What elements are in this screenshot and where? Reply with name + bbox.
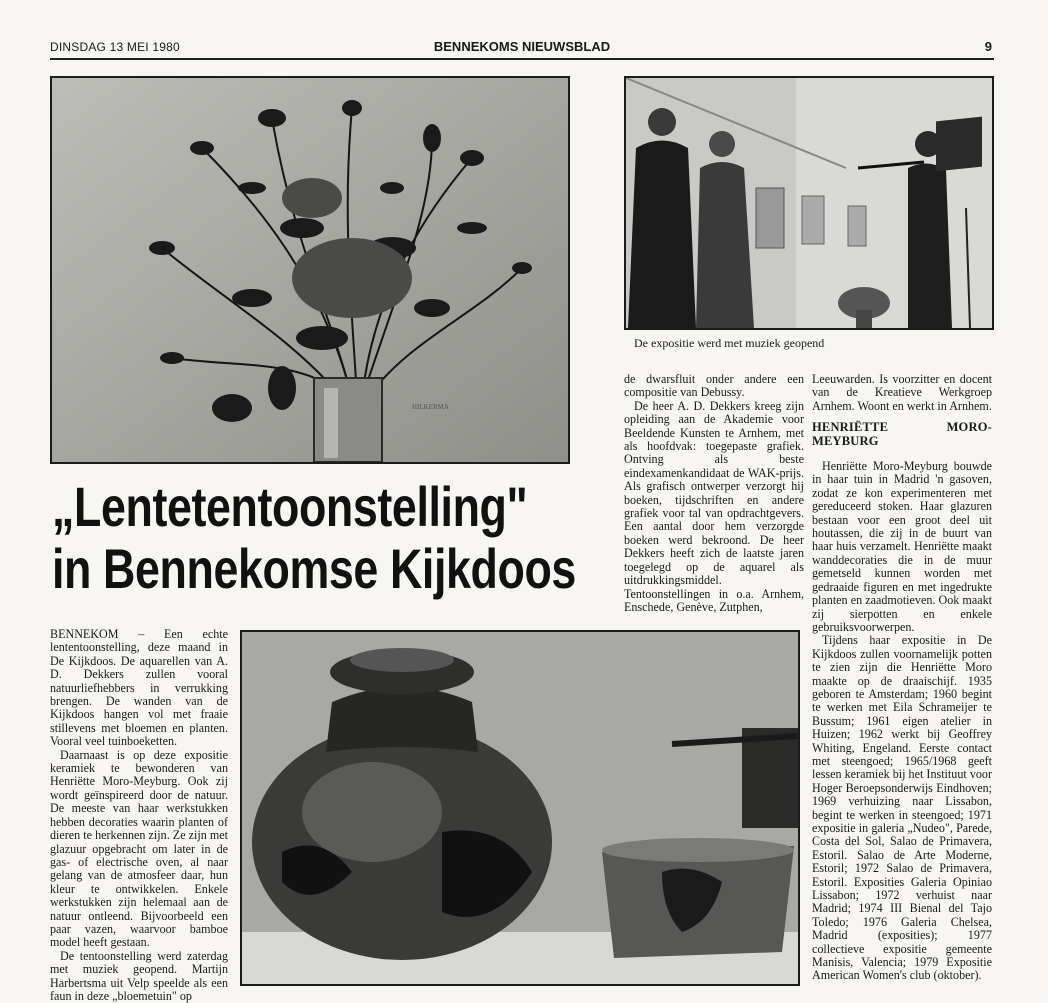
article-column-3 xyxy=(812,373,992,983)
paragraph-flute: de dwarsfluit onder andere een compositie van Debussy. xyxy=(624,372,804,400)
paragraph-ceramics: Daarnaast is op deze expositie keramiek te bewonderen van Henriëtte Moro-Meyburg. Ook zij wordt geïnspireerd door de natuur. De meeste van haar werkstukken hebben decoraties waarin planten of dieren te herkennen zijn. Ze zijn met glazuur opgebracht om later in de gas- of electrische oven, al naar gelang van de atmosfeer daar, hun kleur te ontwikkelen. Enkele werkstukken zijn helemaal aan de natuur ontleend. Bijvoorbeeld een paar vazen, waarvoor bamboe model heeft gestaan. xyxy=(50,747,228,950)
article-column-2 xyxy=(624,373,804,614)
paragraph-dekkers: De heer A. D. Dekkers kreeg zijn opleiding aan de Akademie voor Beeldende Kunsten te Arnhem, met als hoofdvak: toegepaste grafiek. Ontving als beste eindexamenkandidaat de WAK-prijs. Als grafisch ontwerper verzorgt hij boeken, tijdschriften en andere grafiek voor tal van opdrachtgevers. Een aantal door hem verzorgde boeken werd bekroond. De heer Dekkers heeft zich de laatste jaren toegelegd op de aquarel als uitdrukkingsmiddel. Tentoonstellingen in o.a. Arnhem, Enschede, Genève, Zutphen, xyxy=(624,398,804,614)
issue-date: DINSDAG 13 MEI 1980 xyxy=(50,40,180,54)
exhibition-opening-photo xyxy=(624,76,994,330)
section-subhead: HENRIËTTE MORO-MEYBURG xyxy=(812,420,992,448)
page-number: 9 xyxy=(984,39,992,54)
painting-signature: HILKERMA xyxy=(412,403,449,411)
article-column-1 xyxy=(50,628,228,1003)
ceramics-photo xyxy=(240,630,800,986)
headline-line-2: in Bennekomse Kijkdoos xyxy=(52,537,576,600)
headline-line-1: „Lentetentoonstelling" xyxy=(52,475,528,538)
paragraph-intro: BENNEKOM – Een echte lententoonstelling, deze maand in De Kijkdoos. De aquarellen van A. D. Dekkers zullen vooral natuurliefhebbers in verrukking brengen. De wanden van de Kijkdoos hangen vol met fraaie stillevens met bloemen en planten. Vooral veel tuinboeketten. xyxy=(50,627,228,749)
article-headline xyxy=(52,475,576,600)
paragraph-leeuwarden: Leeuwarden. Is voorzitter en docent van de Kreatieve Werkgroep Arnhem. Woont en werkt in Arnhem. xyxy=(812,372,992,413)
paragraph-moro-biography: Tijdens haar expositie in De Kijkdoos zullen voornamelijk potten te zien zijn die Henriëtte Moro maakte op de draaischijf. 1935 geboren te Amsterdam; 1960 begint te werken met Eila Schrameijer te Bussum; 1961 eigen atelier in Huizen; 1962 werkt bij Geoffrey Whiting, Engeland. Eerste contact met steengoed; 1965/1968 geeft lessen keramiek bij het Instituut voor Hoger Beroepsonderwijs Eindhoven; 1969 verhuizing naar Lissabon, begint te werken in steengoed; 1971 expositie in galeria „Nudeo", Parede, Costa del Sol, Salao de Primavera, Estoril. Salao de Arte Moderne, Estoril; 1972 Salao de Primavera, Estoril. Exposities Galeria Opiniao Lissabon; 1972 verhuist naar Madrid; 1974 III Bienal del Tajo Toledo; 1976 Galeria Chelsea, Madrid (exposities); 1977 collectieve expositie gemeente Manisis, Valencia; 1979 Expositie American Women's club (oktober). xyxy=(812,633,992,983)
photo-caption: De expositie werd met muziek geopend xyxy=(634,336,825,350)
masthead xyxy=(50,38,994,60)
paragraph-opening: De tentoonstelling werd zaterdag met muziek geopend. Martijn Harbertsma uit Velp speelde als een faun in deze „bloemetuin" op xyxy=(50,948,228,1003)
watercolor-bouquet-photo xyxy=(50,76,570,464)
newspaper-title: BENNEKOMS NIEUWSBLAD xyxy=(433,39,611,54)
paragraph-moro-workshop: Henriëtte Moro-Meyburg bouwde in haar tuin in Madrid 'n gasoven, zodat ze kon experimenteren met gereduceerd stoken. Haar glazuren bestaan voor een groot deel uit houtassen, die zij in de buurt van haar huis verzamelt. Henriëtte maakt wanddecoraties die in de muur gemetseld kunnen worden met gedraaide figuren en met ingedrukte planten en zaadmotieven. Ook maakt zij sierpotten en enkele gebruiksvoorwerpen. xyxy=(812,459,992,634)
